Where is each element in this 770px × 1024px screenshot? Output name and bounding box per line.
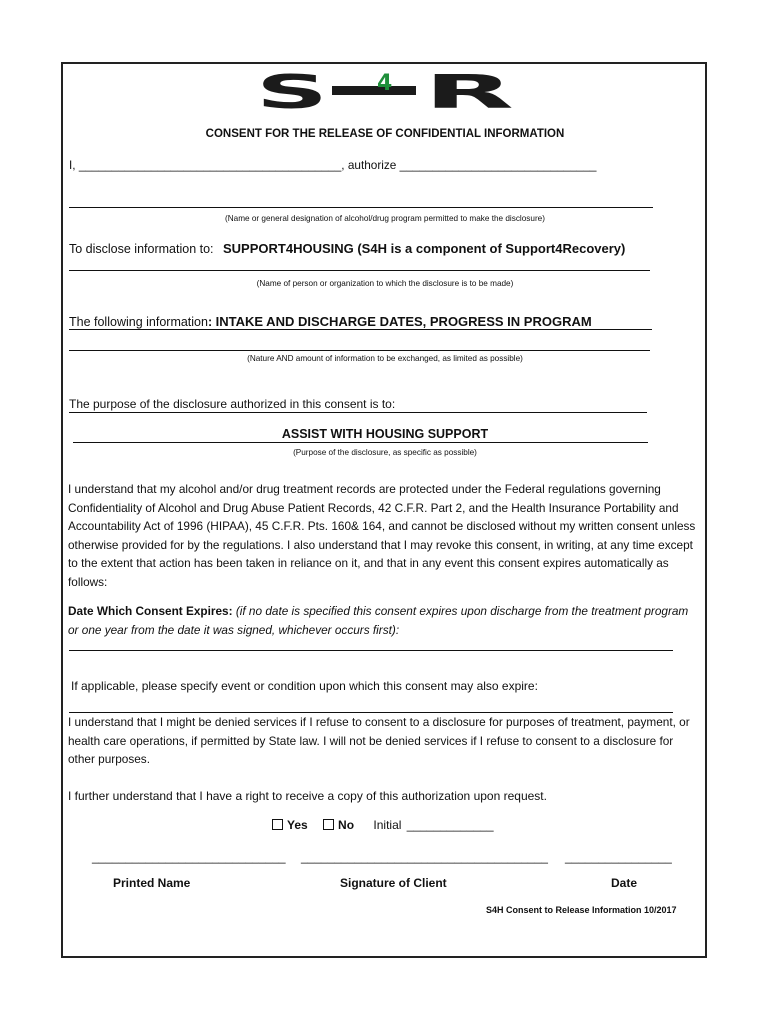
expires-note: (if no date is specified this consent expires upon discharge from the treatment program or one year from the date it was signed, whichever occurs first): — [68, 604, 689, 637]
disclose-row — [69, 241, 625, 256]
purpose-value-line — [73, 442, 648, 443]
purpose-caption: (Purpose of the disclosure, as specific as possible) — [293, 448, 477, 457]
initial-label: Initial — [373, 818, 402, 832]
s4r-logo — [256, 70, 516, 110]
denied-paragraph: I understand that I might be denied services if I refuse to consent to a disclosure for purposes of treatment, payment, or health care operations, if permitted by State law. I will not be denied services if I refuse to consent to a disclosure for other purposes. — [68, 715, 690, 766]
program-line[interactable] — [69, 207, 653, 208]
logo-letter-r: R — [424, 70, 514, 110]
info-colon: : — [207, 315, 213, 329]
footer-form-id: S4H Consent to Release Information 10/2017 — [486, 905, 677, 915]
date-field[interactable]: ________________ — [565, 850, 672, 864]
client-signature-label: Signature of Client — [340, 876, 447, 890]
understand-paragraph: I understand that my alcohol and/or drug treatment records are protected under the Federal regulations governing Confidentiality of Alcohol and Drug Abuse Patient Records, 42 C.F.R. Part 2, and the Health Insurance Portability and Accountability Act of 1996 (HIPAA), 45 C.F.R. Pts. 160& 164, and cannot be disclosed without my written consent unless otherwise provided for by the regulations. I also understand that I may revoke this consent, in writing, at any time except to the extent that action has been taken in reliance on it, and that in any event this consent expires automatically as follows: — [68, 482, 696, 589]
disclose-value: SUPPORT4HOUSING (S4H is a component of Support4Recovery) — [223, 241, 626, 256]
info-label: The following information — [69, 315, 208, 329]
copy-paragraph: I further understand that I have a right to receive a copy of this authorization upon request. — [68, 789, 547, 803]
yes-checkbox[interactable] — [272, 819, 283, 830]
purpose-line — [69, 412, 647, 413]
logo-letter-s: S — [256, 70, 328, 110]
client-signature-field[interactable]: _____________________________________ — [301, 850, 548, 864]
yes-label: Yes — [287, 818, 308, 832]
event-label: If applicable, please specify event or condition upon which this consent may also expire: — [71, 679, 538, 693]
info-line — [69, 329, 652, 330]
authorize-line[interactable]: I, ________________________________________, authorize ______________________________ — [69, 158, 597, 172]
document-title: CONSENT FOR THE RELEASE OF CONFIDENTIAL INFORMATION — [205, 128, 565, 140]
purpose-label: The purpose of the disclosure authorized in this consent is to: — [69, 397, 396, 411]
purpose-value: ASSIST WITH HOUSING SUPPORT — [281, 427, 489, 441]
initial-field[interactable]: _____________ — [406, 818, 494, 832]
no-checkbox[interactable] — [323, 819, 334, 830]
info-line-2[interactable] — [69, 350, 650, 351]
printed-name-field[interactable]: _____________________________ — [92, 850, 286, 864]
no-label: No — [338, 818, 355, 832]
date-label: Date — [611, 876, 638, 890]
disclose-label: To disclose information to: — [69, 242, 214, 256]
info-value: INTAKE AND DISCHARGE DATES, PROGRESS IN PROGRAM — [215, 314, 592, 329]
logo-number-4: 4 — [377, 71, 393, 96]
logo-bar — [332, 86, 416, 95]
expires-label: Date Which Consent Expires: — [68, 604, 233, 618]
info-row — [69, 314, 592, 329]
printed-name-label: Printed Name — [113, 876, 191, 890]
disclose-caption: (Name of person or organization to which the disclosure is to be made) — [256, 279, 514, 288]
program-caption: (Name or general designation of alcohol/drug program permitted to make the disclosure) — [225, 214, 545, 223]
info-caption: (Nature AND amount of information to be exchanged, as limited as possible) — [247, 354, 523, 363]
disclose-line — [69, 270, 650, 271]
expires-block — [68, 602, 700, 639]
consent-choice-row — [272, 818, 494, 832]
expires-line[interactable] — [69, 650, 673, 651]
